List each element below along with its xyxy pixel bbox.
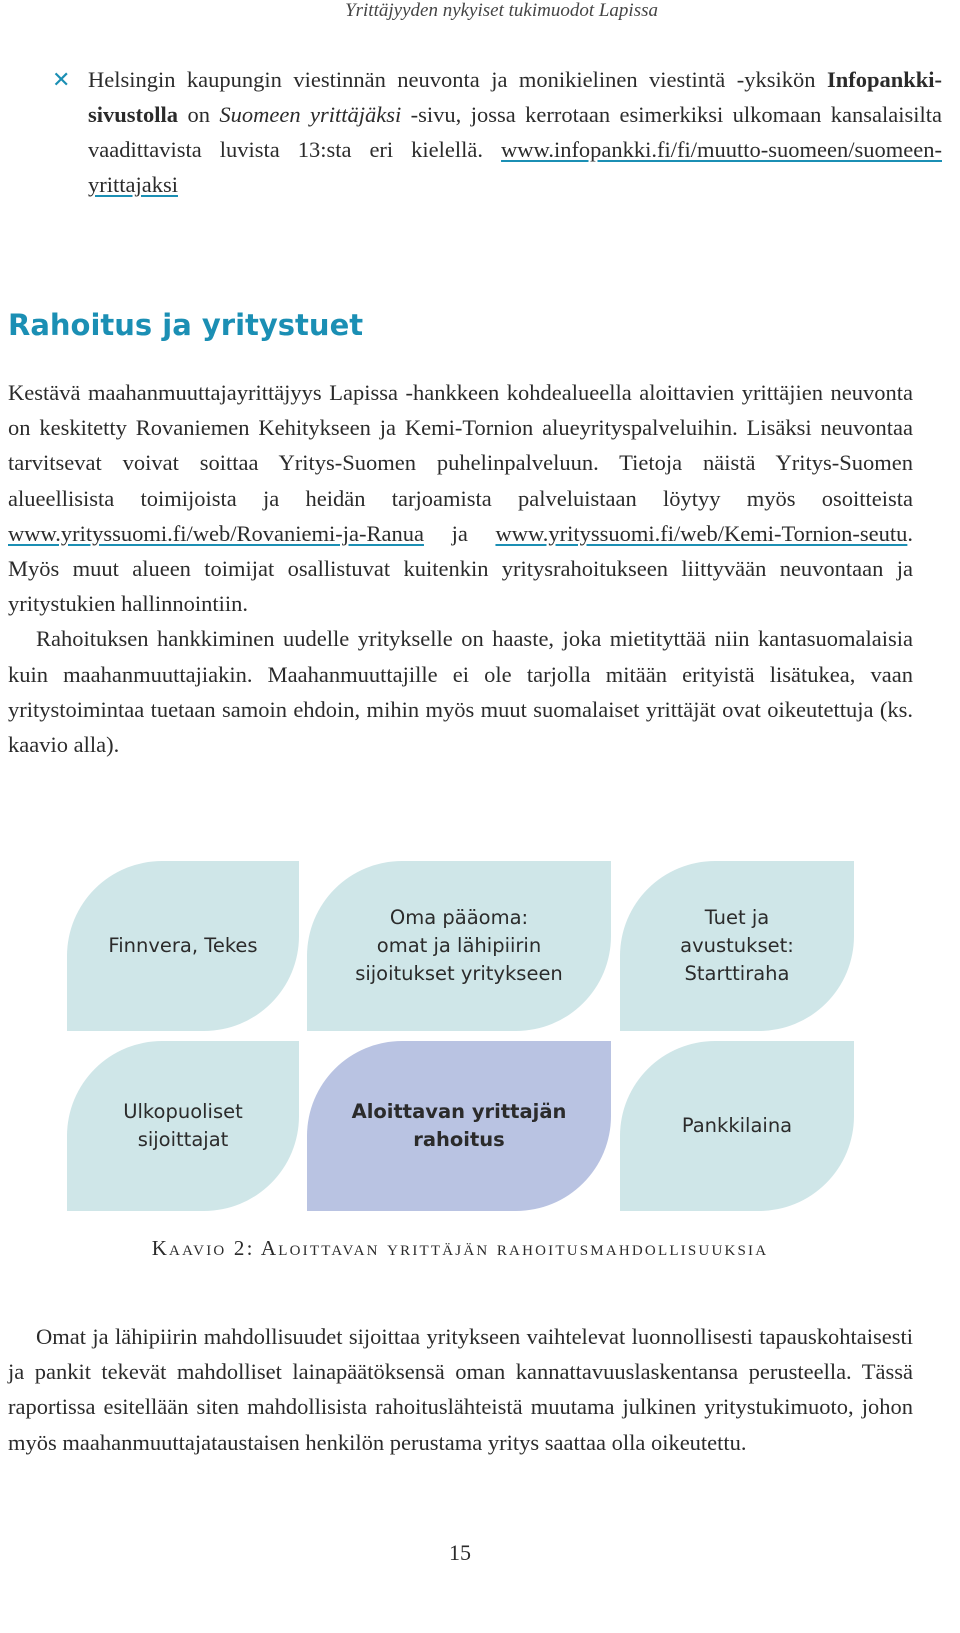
- closing-paragraph: Omat ja lähipiirin mahdollisuudet sijoittaa yritykseen vaihtelevat luonnollisesti tapauskohtaisesti ja pankit tekevät mahdolliset lainapäätöksensä oman kannattavuuslaskentansa perusteella. Tässä raportissa esitellään siten mahdollisista rahoituslähteistä muutama julkinen yritystukimuoto, johon myös maahanmuuttajataustaisen henkilön perustama yritys saattaa olla oikeutettu.: [8, 1324, 913, 1455]
- paragraph-1-part-2: ja: [423, 520, 496, 546]
- cross-bullet-icon: ✕: [52, 68, 71, 93]
- financing-diagram: [67, 861, 854, 1221]
- bullet-text-on: on: [178, 102, 220, 127]
- diagram-box-external-investors-label: Ulkopuoliset sijoittajat: [123, 1100, 243, 1151]
- diagram-box-finnvera: [67, 861, 299, 1031]
- paragraph-1-part-1: Kestävä maahanmuuttajayrittäjyys Lapissa -hankkeen kohdealueella aloittavien yrittäjien neuvonta on keskitetty Rovaniemen Kehitykseen ja Kemi-Tornion alueyrityspalveluihin. Lisäksi neuvontaa tarvitsevat voivat soittaa Yritys-Suomen puhelinpalveluun. Tietoja näistä Yritys-Suomen alueellisista toimijoista ja heidän tarjoamista palveluistaan löytyy myös osoitteista: [8, 380, 913, 511]
- bullet-text-italic: Suomeen yrittäjäksi: [219, 102, 402, 127]
- paragraph-1: [8, 375, 913, 621]
- running-header: Yrittäjyyden nykyiset tukimuodot Lapissa: [345, 0, 658, 21]
- diagram-box-own-capital: [307, 861, 611, 1031]
- diagram-box-finnvera-label: Finnvera, Tekes: [108, 934, 258, 957]
- paragraph-1-part-3: . Myös muut alueen toimijat osallistuvat kuitenkin yritysrahoitukseen liittyvään neuvontaan ja yritystukien hallinnointiin.: [8, 520, 913, 617]
- section-heading: Rahoitus ja yritystuet: [8, 308, 364, 342]
- bullet-text-rest: -sivu, jossa kerrotaan esimerkiksi ulkomaan kansalaisilta vaadittavista luvista 13:sta eri kielellä.: [88, 102, 943, 162]
- rovaniemi-link[interactable]: www.yrityssuomi.fi/web/Rovaniemi-ja-Ranua: [8, 520, 424, 546]
- bullet-text: [88, 62, 942, 202]
- diagram-box-own-capital-label: Oma pääoma: omat ja lähipiirin sijoitukset yritykseen: [355, 906, 563, 985]
- diagram-box-bank-loan-label: Pankkilaina: [681, 1114, 793, 1137]
- bullet-item: [52, 62, 942, 202]
- diagram-box-bank-loan: [620, 1041, 854, 1211]
- infopankki-link[interactable]: www.infopankki.fi/fi/muutto-suomeen/suomeen-yrittajaksi: [88, 137, 942, 197]
- diagram-box-center-label: Aloittavan yrittajän rahoitus: [351, 1100, 567, 1151]
- bullet-text-intro: Helsingin kaupungin viestinnän neuvonta ja monikielinen viestintä -yksikön: [88, 67, 827, 92]
- diagram-box-external-investors: [67, 1041, 299, 1211]
- diagram-box-subsidies-label: Tuet ja avustukset: Starttiraha: [680, 906, 794, 985]
- paragraph-2: Rahoituksen hankkiminen uudelle yritykselle on haaste, joka mietityttää niin kantasuomalaisia kuin maahanmuuttajiakin. Maahanmuuttajille ei ole tarjolla mitään erityistä lisätukea, vaan yritystoimintaa tuetaan samoin ehdoin, mihin myös muut suomalaiset yrittäjät ovat oikeutettuja (ks. kaavio alla).: [8, 626, 913, 758]
- kemi-tornio-link[interactable]: www.yrityssuomi.fi/web/Kemi-Tornion-seutu: [495, 520, 908, 546]
- diagram-box-center: [307, 1041, 611, 1211]
- bullet-text-bold: Infopankki-sivustolla: [88, 67, 942, 127]
- page-number: 15: [449, 1540, 471, 1565]
- diagram-box-subsidies: [620, 861, 854, 1031]
- closing-text: [8, 1319, 913, 1460]
- diagram-caption: Kaavio 2: Aloittavan yrittäjän rahoitusmahdollisuuksia: [151, 1236, 769, 1260]
- body-text: [8, 375, 913, 762]
